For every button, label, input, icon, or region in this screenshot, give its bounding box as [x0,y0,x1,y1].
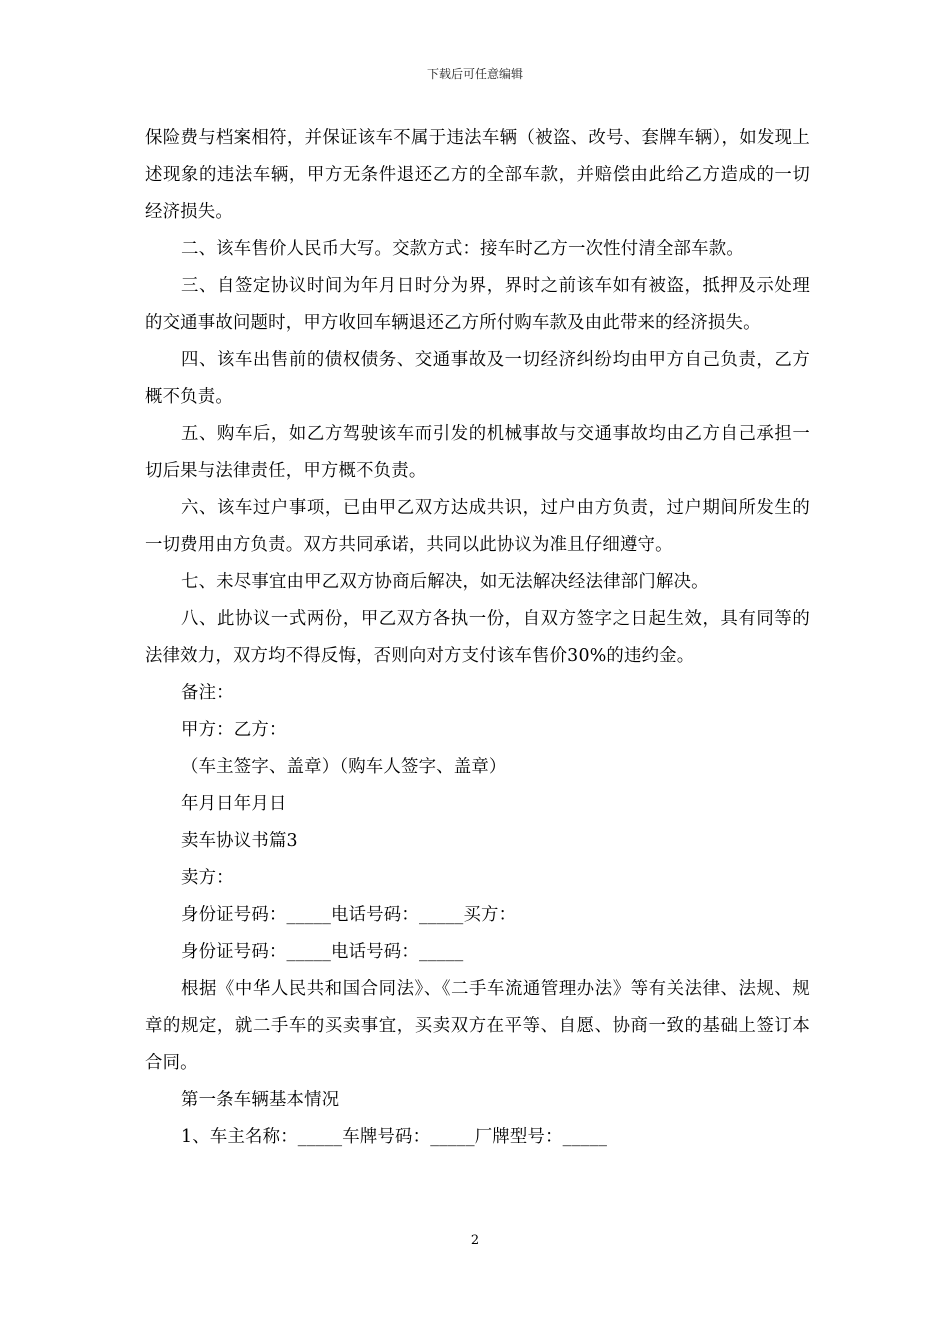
clause-6-transfer: 六、该车过户事项，已由甲乙双方达成共识，过户由方负责，过户期间所发生的一切费用由方负责。双方共同承诺，共同以此协议为准且仔细遵守。 [145,498,810,555]
page-header: 下载后可任意编辑 [426,67,523,81]
paragraph-warranty: 保险费与档案相符，并保证该车不属于违法车辆（被盗、改号、套牌车辆），如发现上述现象的违法车辆，甲方无条件退还乙方的全部车款，并赔偿由此给乙方造成的一切经济损失。 [145,128,810,222]
document-body [145,120,810,1156]
seller-id-phone-line: 身份证号码：_____电话号码：_____买方： [181,905,517,925]
seller-line: 卖方： [181,868,234,888]
vehicle-info-line: 1、车主名称：_____车牌号码：_____厂牌型号：_____ [181,1127,608,1147]
article-1-title: 第一条车辆基本情况 [181,1090,340,1110]
legal-basis-paragraph: 根据《中华人民共和国合同法》、《二手车流通管理办法》等有关法律、法规、规章的规定，就二手车的买卖事宜，买卖双方在平等、自愿、协商一致的基础上签订本合同。 [145,979,810,1073]
date-line: 年月日年月日 [181,794,287,814]
buyer-id-phone-line: 身份证号码：_____电话号码：_____ [181,942,464,962]
remarks-label: 备注： [181,683,234,703]
clause-7-unresolved: 七、未尽事宜由甲乙双方协商后解决，如无法解决经法律部门解决。 [181,572,709,592]
clause-5-after-purchase: 五、购车后，如乙方驾驶该车而引发的机械事故与交通事故均由乙方自己承担一切后果与法律责任，甲方概不负责。 [145,424,810,481]
page-number: 2 [470,1233,480,1248]
clause-4-prior-debts: 四、该车出售前的债权债务、交通事故及一切经济纠纷均由甲方自己负责，乙方概不负责。 [145,350,810,407]
parties-line: 甲方：乙方： [181,720,287,740]
signature-line: （车主签字、盖章）（购车人签字、盖章） [181,757,507,777]
section-title: 卖车协议书篇3 [181,831,298,851]
clause-8-copies: 八、此协议一式两份，甲乙双方各执一份，自双方签字之日起生效，具有同等的法律效力，双方均不得反悔，否则向对方支付该车售价30%的违约金。 [145,609,810,666]
clause-3-time-boundary: 三、自签定协议时间为年月日时分为界，界时之前该车如有被盗，抵押及示处理的交通事故问题时，甲方收回车辆退还乙方所付购车款及由此带来的经济损失。 [145,276,810,333]
clause-2-price: 二、该车售价人民币大写。交款方式：接车时乙方一次性付清全部车款。 [181,239,744,259]
